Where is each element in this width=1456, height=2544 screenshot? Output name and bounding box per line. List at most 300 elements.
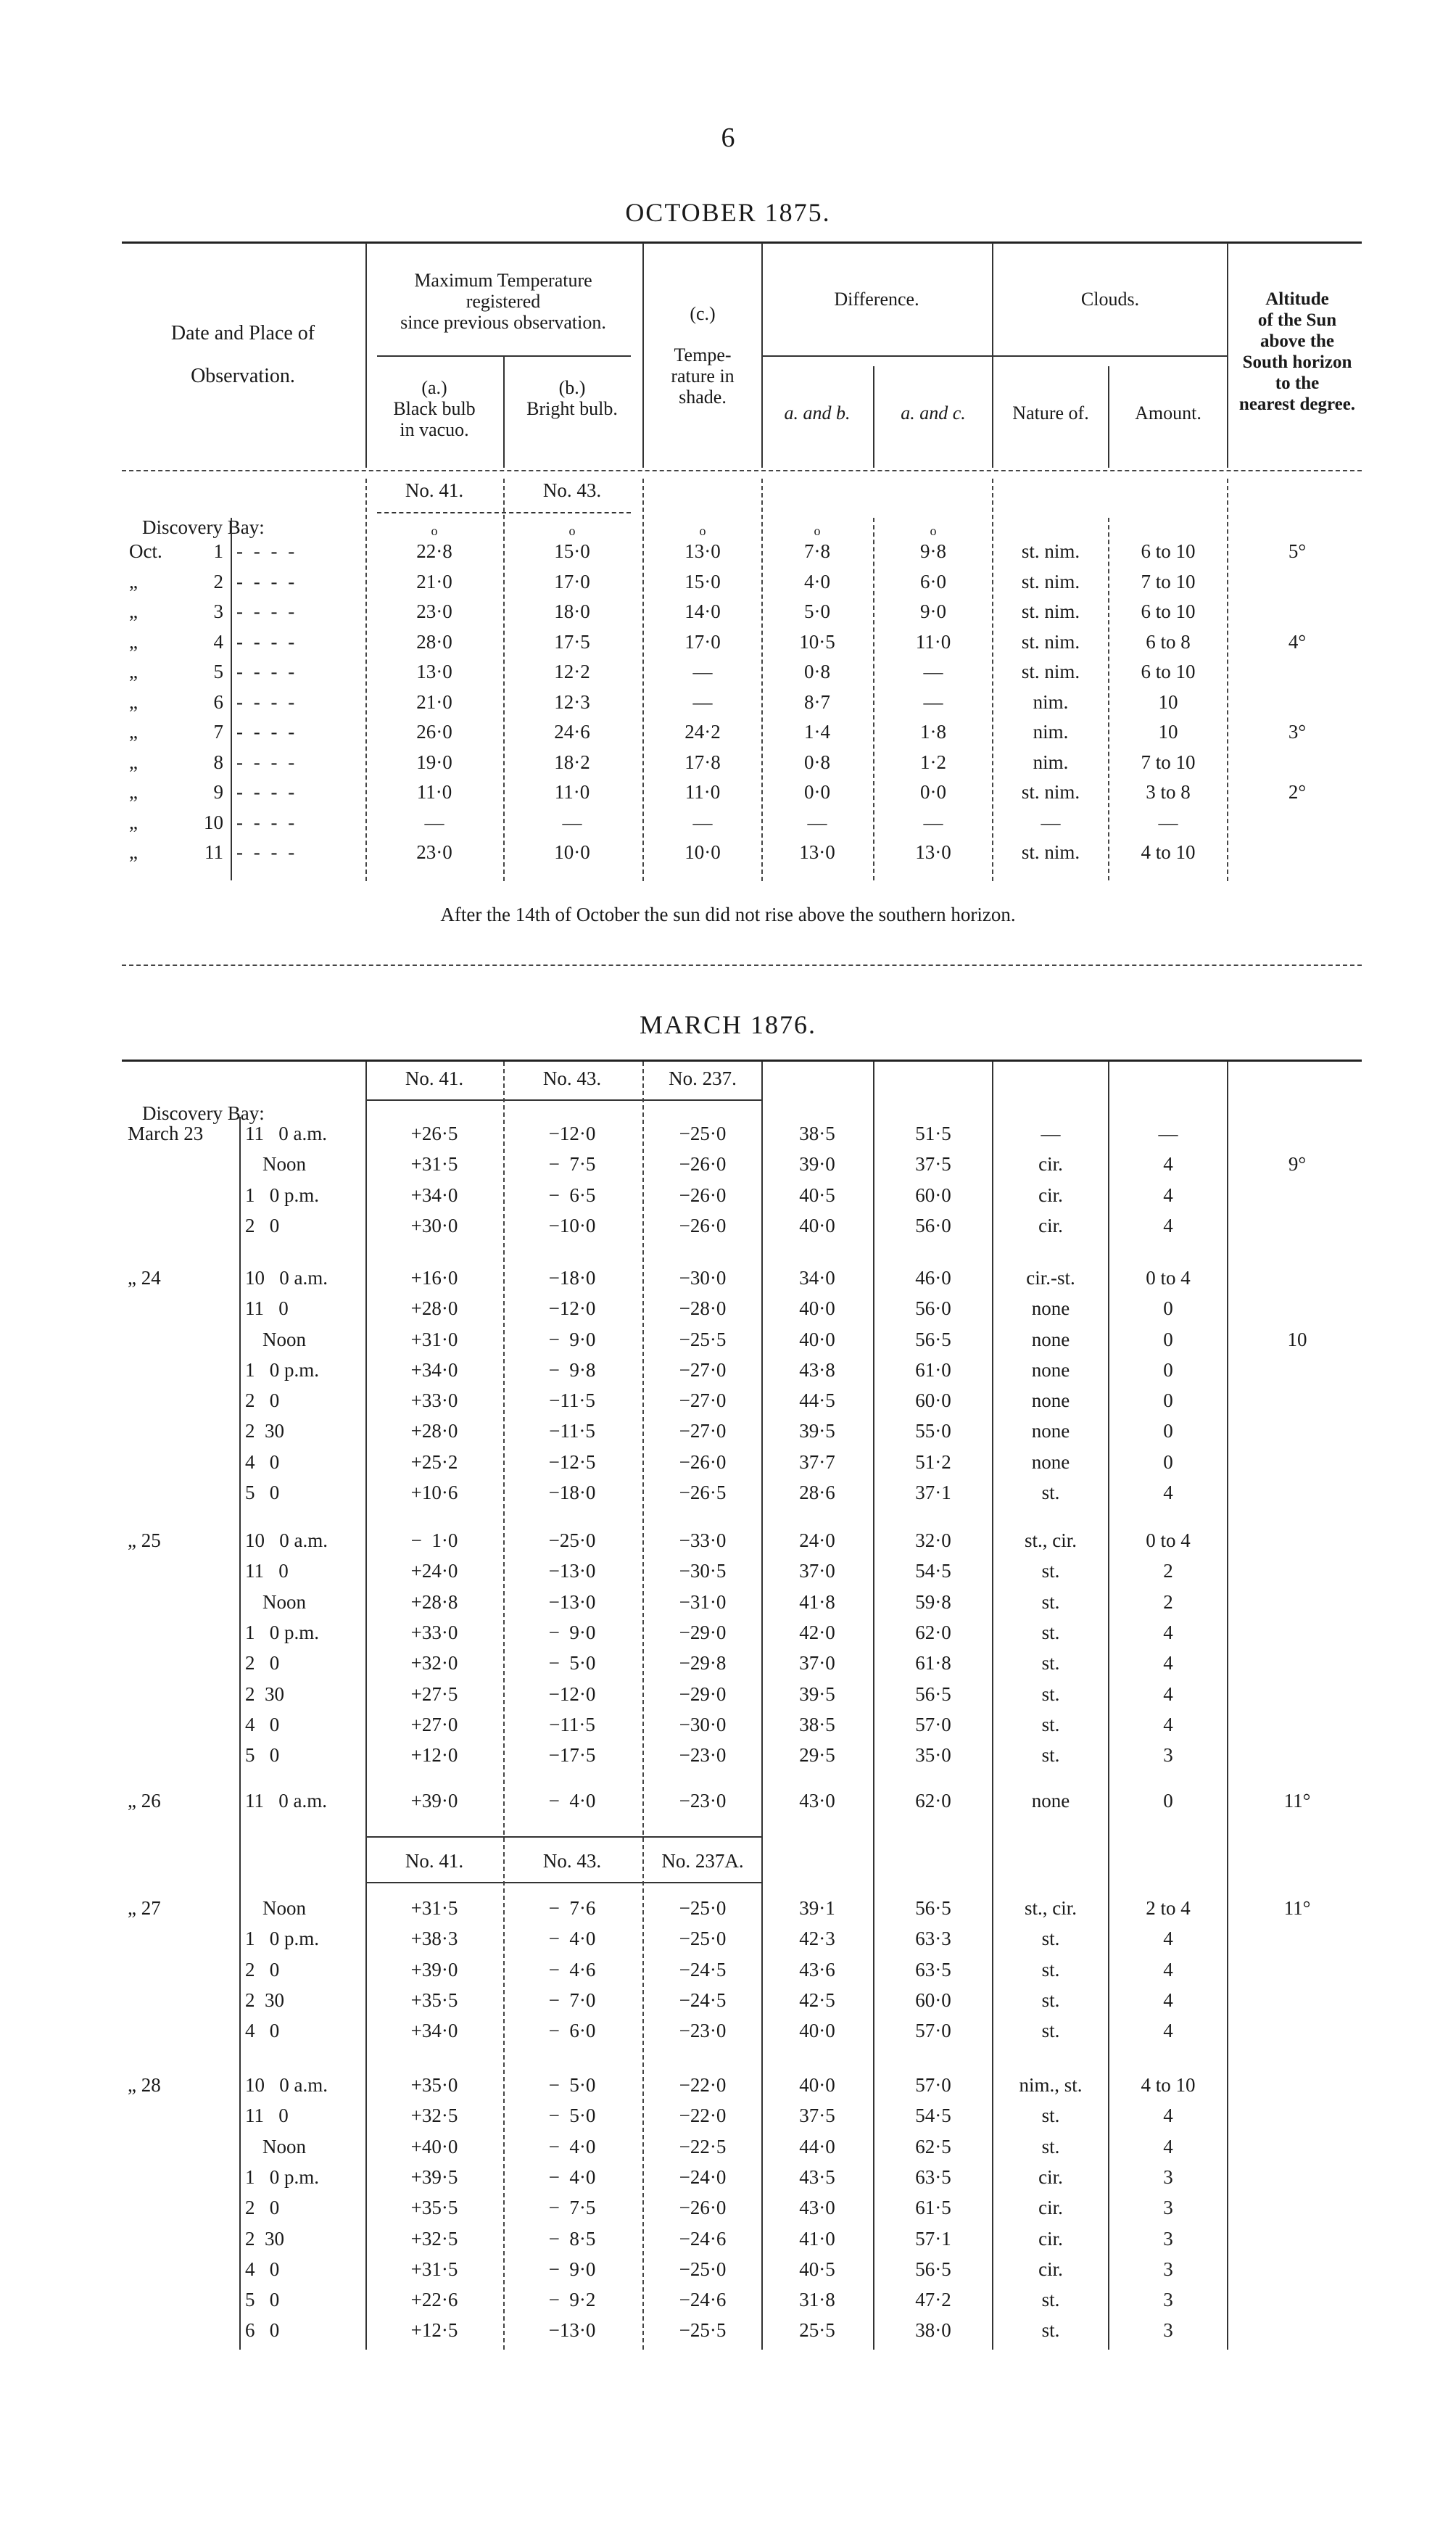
cell-ac: 62·0 — [915, 1790, 951, 1812]
header-max-temp-line3: since previous observation. — [400, 312, 606, 333]
cell-am: 3 — [1163, 2166, 1173, 2188]
header-col-a — [367, 377, 502, 440]
header-max-temp-line1: Maximum Temperature — [414, 270, 592, 291]
october-body-vline — [873, 518, 874, 880]
cell-ac: 1·8 — [920, 721, 946, 743]
cell-c: 17·8 — [684, 751, 721, 773]
cell-ab: 0·0 — [804, 781, 830, 803]
row-dashes: - - - - — [236, 631, 298, 653]
cell-ab: 37·5 — [799, 2105, 835, 2126]
row-time: 2 0 — [245, 1652, 280, 1674]
cell-b: − 4·0 — [548, 2166, 596, 2188]
cell-b: −18·0 — [548, 1267, 596, 1289]
cell-ac: 57·1 — [915, 2228, 951, 2250]
cell-n: st. — [1041, 2319, 1060, 2341]
cell-ac: 55·0 — [915, 1420, 951, 1442]
row-time: 1 0 p.m. — [245, 1928, 320, 1949]
cell-c: −23·0 — [679, 1744, 727, 1766]
row-day: 2 — [213, 571, 223, 592]
cell-a: +28·0 — [410, 1297, 458, 1319]
cell-b: − 6·5 — [548, 1184, 596, 1206]
cell-am: 3 — [1163, 2289, 1173, 2310]
cell-am: 0 — [1163, 1451, 1173, 1473]
cell-ab: 38·5 — [799, 1714, 835, 1735]
october-body-vline — [231, 518, 232, 880]
cell-ab: 42·3 — [799, 1928, 835, 1949]
row-date: „ 26 — [128, 1790, 161, 1812]
october-vline-diff — [873, 366, 874, 468]
row-month: „ — [129, 811, 138, 833]
march-inst-2-rule-bottom — [367, 1882, 761, 1883]
cell-a: +24·0 — [410, 1560, 458, 1582]
cell-ac: 57·0 — [915, 2074, 951, 2096]
cell-b: − 7·6 — [548, 1897, 596, 1919]
march-inst-2-a: No. 41. — [405, 1850, 464, 1872]
october-vline-clouds — [1108, 366, 1109, 468]
cell-ac: 56·0 — [915, 1215, 951, 1236]
cell-ab: 0·8 — [804, 751, 830, 773]
cell-n: st. — [1041, 2136, 1060, 2157]
degree-mark: o — [814, 524, 821, 538]
october-clouds-rule — [993, 355, 1227, 357]
header-altitude-line1: Altitude — [1265, 289, 1329, 309]
cell-c: −26·0 — [679, 1184, 727, 1206]
cell-am: 3 — [1163, 2228, 1173, 2250]
header-col-c-line4: shade. — [679, 387, 727, 408]
cell-alt: 11° — [1283, 1897, 1311, 1919]
header-col-c-line2: Tempe- — [674, 344, 732, 366]
cell-alt: 2° — [1288, 781, 1307, 803]
cell-ab: 28·6 — [799, 1482, 835, 1503]
cell-n: st. — [1041, 1622, 1060, 1643]
march-inst-1-b: No. 43. — [542, 1067, 602, 1089]
cell-ac: 32·0 — [915, 1529, 951, 1551]
header-altitude-line6: nearest degree. — [1238, 395, 1356, 414]
cell-a: 13·0 — [416, 661, 452, 682]
cell-n: nim. — [1033, 721, 1069, 743]
cell-n: cir. — [1038, 2197, 1063, 2218]
cell-a: +31·5 — [410, 2258, 458, 2280]
cell-am: 4 — [1163, 1683, 1173, 1705]
row-day: 10 — [204, 811, 223, 833]
cell-am: 6 to 10 — [1141, 540, 1196, 562]
cell-a: +16·0 — [410, 1267, 458, 1289]
cell-ac: 62·0 — [915, 1622, 951, 1643]
cell-ab: 41·0 — [799, 2228, 835, 2250]
cell-a: +39·0 — [410, 1790, 458, 1812]
october-body-vline — [365, 479, 367, 881]
row-date: „ 24 — [128, 1267, 161, 1289]
cell-b: − 4·6 — [548, 1959, 596, 1981]
cell-ab: 39·5 — [799, 1420, 835, 1442]
cell-ac: — — [923, 811, 943, 833]
cell-n: st. — [1041, 1683, 1060, 1705]
march-vline-8 — [1227, 1062, 1228, 2350]
cell-b: − 7·5 — [548, 2197, 596, 2218]
march-title: MARCH 1876. — [639, 1010, 817, 1039]
cell-n: st. — [1041, 1959, 1060, 1981]
cell-alt: 5° — [1288, 540, 1307, 562]
cell-ab: 43·0 — [799, 1790, 835, 1812]
cell-am: 6 to 8 — [1146, 631, 1191, 653]
cell-n: cir. — [1038, 2166, 1063, 2188]
cell-c: −26·0 — [679, 1215, 727, 1236]
row-time: Noon — [262, 2136, 306, 2157]
cell-c: −27·0 — [679, 1389, 727, 1411]
row-month: „ — [129, 721, 138, 743]
cell-ac: 63·5 — [915, 1959, 951, 1981]
cell-ab: 29·5 — [799, 1744, 835, 1766]
cell-b: 10·0 — [554, 841, 590, 863]
march-inst-2-b: No. 43. — [542, 1850, 602, 1872]
cell-ab: 25·5 — [799, 2319, 835, 2341]
header-max-temp-line2: registered — [466, 291, 541, 312]
row-day: 7 — [213, 721, 223, 743]
cell-am: 2 — [1163, 1560, 1173, 1582]
cell-ab: 8·7 — [804, 691, 830, 713]
cell-c: −27·0 — [679, 1359, 727, 1381]
row-month: „ — [129, 571, 138, 592]
cell-am: 3 — [1163, 2197, 1173, 2218]
cell-b: 17·0 — [554, 571, 590, 592]
cell-am: 7 to 10 — [1141, 751, 1196, 773]
cell-a: +40·0 — [410, 2136, 458, 2157]
cell-c: −30·0 — [679, 1714, 727, 1735]
cell-n: st. — [1041, 1482, 1060, 1503]
row-time: 2 0 — [245, 1389, 280, 1411]
row-day: 8 — [213, 751, 223, 773]
cell-n: none — [1031, 1389, 1070, 1411]
cell-n: cir. — [1038, 1153, 1063, 1175]
cell-b: − 9·2 — [548, 2289, 596, 2310]
cell-am: 4 — [1163, 1989, 1173, 2011]
cell-ab: 37·0 — [799, 1560, 835, 1582]
cell-c: −31·0 — [679, 1591, 727, 1613]
header-altitude — [1228, 289, 1366, 415]
cell-b: − 9·8 — [548, 1359, 596, 1381]
header-clouds: Clouds. — [1080, 289, 1140, 310]
cell-ac: 61·5 — [915, 2197, 951, 2218]
cell-c: −30·0 — [679, 1267, 727, 1289]
cell-c: −24·6 — [679, 2289, 727, 2310]
cell-am: 10 — [1158, 691, 1178, 713]
october-header-bottom-rule — [122, 470, 1362, 471]
cell-c: −25·5 — [679, 2319, 727, 2341]
cell-ac: 47·2 — [915, 2289, 951, 2310]
cell-c: 14·0 — [684, 600, 721, 622]
row-time: 2 30 — [245, 1989, 284, 2011]
cell-b: 11·0 — [554, 781, 590, 803]
cell-ab: 38·5 — [799, 1123, 835, 1144]
cell-c: −25·0 — [679, 1928, 727, 1949]
header-col-b-line2: Bright bulb. — [526, 398, 618, 419]
header-nature: Nature of. — [1012, 402, 1089, 424]
cell-am: 0 — [1163, 1359, 1173, 1381]
row-month: „ — [129, 661, 138, 682]
cell-b: − 9·0 — [548, 1329, 596, 1350]
cell-c: −28·0 — [679, 1297, 727, 1319]
cell-a: +22·6 — [410, 2289, 458, 2310]
cell-ab: 44·5 — [799, 1389, 835, 1411]
row-time: 1 0 p.m. — [245, 1622, 320, 1643]
cell-ac: 56·5 — [915, 2258, 951, 2280]
cell-ac: 60·0 — [915, 1989, 951, 2011]
cell-am: 4 — [1163, 1482, 1173, 1503]
cell-b: −12·0 — [548, 1297, 596, 1319]
cell-n: cir. — [1038, 2258, 1063, 2280]
cell-am: 4 — [1163, 1652, 1173, 1674]
cell-am: 4 — [1163, 2136, 1173, 2157]
cell-b: − 6·0 — [548, 2020, 596, 2041]
row-day: 11 — [204, 841, 223, 863]
cell-ab: 39·1 — [799, 1897, 835, 1919]
cell-b: 24·6 — [554, 721, 590, 743]
row-dashes: - - - - — [236, 571, 298, 592]
october-inst-b: No. 43. — [542, 479, 602, 501]
cell-am: 4 to 10 — [1141, 2074, 1196, 2096]
cell-n: st. — [1041, 2020, 1060, 2041]
header-amount: Amount. — [1135, 402, 1201, 424]
row-time: 4 0 — [245, 1714, 280, 1735]
cell-ab: 13·0 — [799, 841, 835, 863]
cell-am: 4 — [1163, 1215, 1173, 1236]
cell-ab: — — [807, 811, 827, 833]
cell-ac: 56·5 — [915, 1683, 951, 1705]
row-date: March 23 — [128, 1123, 204, 1144]
cell-b: − 9·0 — [548, 1622, 596, 1643]
cell-b: −17·5 — [548, 1744, 596, 1766]
cell-am: 4 to 10 — [1141, 841, 1196, 863]
cell-ac: 56·5 — [915, 1329, 951, 1350]
cell-b: − 5·0 — [548, 1652, 596, 1674]
cell-a: +12·5 — [410, 2319, 458, 2341]
cell-am: 4 — [1163, 1714, 1173, 1735]
row-time: 11 0 — [245, 1560, 289, 1582]
cell-n: st. — [1041, 2289, 1060, 2310]
cell-am: 0 — [1163, 1420, 1173, 1442]
cell-a: +39·5 — [410, 2166, 458, 2188]
cell-alt: 9° — [1288, 1153, 1307, 1175]
cell-c: −33·0 — [679, 1529, 727, 1551]
cell-ab: 4·0 — [804, 571, 830, 592]
row-dashes: - - - - — [236, 661, 298, 682]
cell-am: 4 — [1163, 1622, 1173, 1643]
october-max-temp-rule — [377, 355, 631, 357]
cell-am: 2 to 4 — [1146, 1897, 1191, 1919]
cell-ac: 6·0 — [920, 571, 946, 592]
cell-n: st. nim. — [1021, 661, 1080, 682]
cell-n: st. — [1041, 1591, 1060, 1613]
cell-am: 3 to 8 — [1146, 781, 1191, 803]
cell-ac: 9·8 — [920, 540, 946, 562]
cell-ac: 51·5 — [915, 1123, 951, 1144]
cell-ac: 57·0 — [915, 1714, 951, 1735]
cell-a: +34·0 — [410, 2020, 458, 2041]
october-diff-rule — [763, 355, 992, 357]
row-month: „ — [129, 600, 138, 622]
cell-b: 12·3 — [554, 691, 590, 713]
cell-n: none — [1031, 1359, 1070, 1381]
cell-b: − 4·0 — [548, 1928, 596, 1949]
cell-c: −24·5 — [679, 1989, 727, 2011]
cell-c: −30·5 — [679, 1560, 727, 1582]
cell-c: −23·0 — [679, 1790, 727, 1812]
cell-c: 17·0 — [684, 631, 721, 653]
row-time: 2 30 — [245, 1420, 284, 1442]
march-inst-2-rule-top — [367, 1836, 761, 1838]
row-time: 5 0 — [245, 1744, 280, 1766]
row-day: 3 — [213, 600, 223, 622]
march-vline-date — [239, 1117, 241, 2350]
cell-ab: 43·0 — [799, 2197, 835, 2218]
march-place: Discovery Bay: — [142, 1102, 265, 1124]
cell-ac: 60·0 — [915, 1389, 951, 1411]
cell-am: 4 — [1163, 1959, 1173, 1981]
cell-ab: 37·0 — [799, 1652, 835, 1674]
header-col-a-line1: (a.) — [421, 377, 447, 398]
cell-c: 13·0 — [684, 540, 721, 562]
row-dashes: - - - - — [236, 841, 298, 863]
cell-a: 21·0 — [416, 571, 452, 592]
cell-ab: 0·8 — [804, 661, 830, 682]
row-time: 5 0 — [245, 1482, 280, 1503]
row-day: 5 — [213, 661, 223, 682]
cell-c: −26·5 — [679, 1482, 727, 1503]
cell-alt: 4° — [1288, 631, 1307, 653]
cell-a: +25·2 — [410, 1451, 458, 1473]
cell-c: −24·0 — [679, 2166, 727, 2188]
row-date: „ 28 — [128, 2074, 161, 2096]
cell-am: 6 to 10 — [1141, 661, 1196, 682]
cell-n: st. nim. — [1021, 841, 1080, 863]
row-date: „ 25 — [128, 1529, 161, 1551]
header-altitude-line2: of the Sun — [1257, 310, 1337, 330]
cell-c: — — [692, 661, 713, 682]
cell-ac: 60·0 — [915, 1184, 951, 1206]
cell-n: cir. — [1038, 1184, 1063, 1206]
october-body-vline — [761, 479, 763, 881]
cell-ab: 40·0 — [799, 2020, 835, 2041]
row-day: 9 — [213, 781, 223, 803]
cell-a: +35·5 — [410, 1989, 458, 2011]
cell-n: cir.-st. — [1026, 1267, 1075, 1289]
cell-b: −25·0 — [548, 1529, 596, 1551]
cell-a: +31·5 — [410, 1153, 458, 1175]
row-time: 6 0 — [245, 2319, 280, 2341]
cell-am: 0 to 4 — [1146, 1529, 1191, 1551]
cell-ac: 59·8 — [915, 1591, 951, 1613]
row-month: Oct. — [129, 540, 162, 562]
row-time: 2 0 — [245, 1959, 280, 1981]
cell-a: +32·5 — [410, 2228, 458, 2250]
header-col-a-line2: Black bulb — [393, 398, 476, 419]
cell-n: — — [1041, 811, 1061, 833]
cell-ac: 38·0 — [915, 2319, 951, 2341]
cell-am: 4 — [1163, 1928, 1173, 1949]
cell-ab: 24·0 — [799, 1529, 835, 1551]
cell-a: +10·6 — [410, 1482, 458, 1503]
cell-a: 11·0 — [416, 781, 452, 803]
cell-n: st. nim. — [1021, 571, 1080, 592]
cell-ab: 40·5 — [799, 2258, 835, 2280]
cell-a: +34·0 — [410, 1359, 458, 1381]
march-inst-2-c: No. 237A. — [661, 1850, 744, 1872]
cell-am: 6 to 10 — [1141, 600, 1196, 622]
row-time: 11 0 a.m. — [245, 1790, 327, 1812]
cell-ac: 35·0 — [915, 1744, 951, 1766]
cell-n: st. — [1041, 1560, 1060, 1582]
march-inst-1-rule — [367, 1099, 761, 1101]
header-col-c-line1: (c.) — [690, 303, 716, 324]
cell-ac: 37·1 — [915, 1482, 951, 1503]
cell-a: 19·0 — [416, 751, 452, 773]
row-dashes: - - - - — [236, 721, 298, 743]
cell-ac: 37·5 — [915, 1153, 951, 1175]
cell-n: st. — [1041, 1714, 1060, 1735]
march-inst-1-a: No. 41. — [405, 1067, 464, 1089]
cell-a: +27·0 — [410, 1714, 458, 1735]
cell-a: 26·0 — [416, 721, 452, 743]
cell-am: 3 — [1163, 1744, 1173, 1766]
cell-c: 24·2 — [684, 721, 721, 743]
row-time: 2 30 — [245, 1683, 284, 1705]
cell-am: 0 — [1163, 1790, 1173, 1812]
cell-ab: 43·6 — [799, 1959, 835, 1981]
cell-n: nim. — [1033, 751, 1069, 773]
row-time: 1 0 p.m. — [245, 1359, 320, 1381]
cell-ab: 31·8 — [799, 2289, 835, 2310]
cell-ab: 1·4 — [804, 721, 830, 743]
cell-b: − 8·5 — [548, 2228, 596, 2250]
cell-a: +33·0 — [410, 1389, 458, 1411]
cell-ab: 40·0 — [799, 2074, 835, 2096]
october-top-rule — [122, 241, 1362, 244]
cell-n: cir. — [1038, 1215, 1063, 1236]
cell-ab: 42·0 — [799, 1622, 835, 1643]
cell-n: none — [1031, 1790, 1070, 1812]
cell-ac: 13·0 — [915, 841, 951, 863]
cell-b: 15·0 — [554, 540, 590, 562]
cell-b: 17·5 — [554, 631, 590, 653]
cell-b: −13·0 — [548, 1591, 596, 1613]
cell-n: cir. — [1038, 2228, 1063, 2250]
cell-b: −18·0 — [548, 1482, 596, 1503]
october-body-vline — [992, 479, 993, 881]
cell-c: −29·8 — [679, 1652, 727, 1674]
cell-a: +32·0 — [410, 1652, 458, 1674]
cell-am: 2 — [1163, 1591, 1173, 1613]
cell-a: +28·0 — [410, 1420, 458, 1442]
row-month: „ — [129, 841, 138, 863]
header-date-place-line2: Observation. — [191, 365, 295, 387]
row-time: 2 30 — [245, 2228, 284, 2250]
cell-am: 3 — [1163, 2319, 1173, 2341]
row-time: 2 0 — [245, 2197, 280, 2218]
cell-ac: 62·5 — [915, 2136, 951, 2157]
cell-a: +31·0 — [410, 1329, 458, 1350]
cell-ab: 7·8 — [804, 540, 830, 562]
row-month: „ — [129, 631, 138, 653]
cell-ac: 56·0 — [915, 1297, 951, 1319]
cell-a: +35·0 — [410, 2074, 458, 2096]
cell-alt: 10 — [1287, 1329, 1307, 1350]
degree-mark: o — [930, 524, 937, 538]
cell-am: 0 — [1163, 1389, 1173, 1411]
cell-am: — — [1158, 811, 1178, 833]
october-body-vline — [503, 479, 505, 881]
cell-b: 18·2 — [554, 751, 590, 773]
header-a-and-c: a. and c. — [901, 402, 966, 424]
